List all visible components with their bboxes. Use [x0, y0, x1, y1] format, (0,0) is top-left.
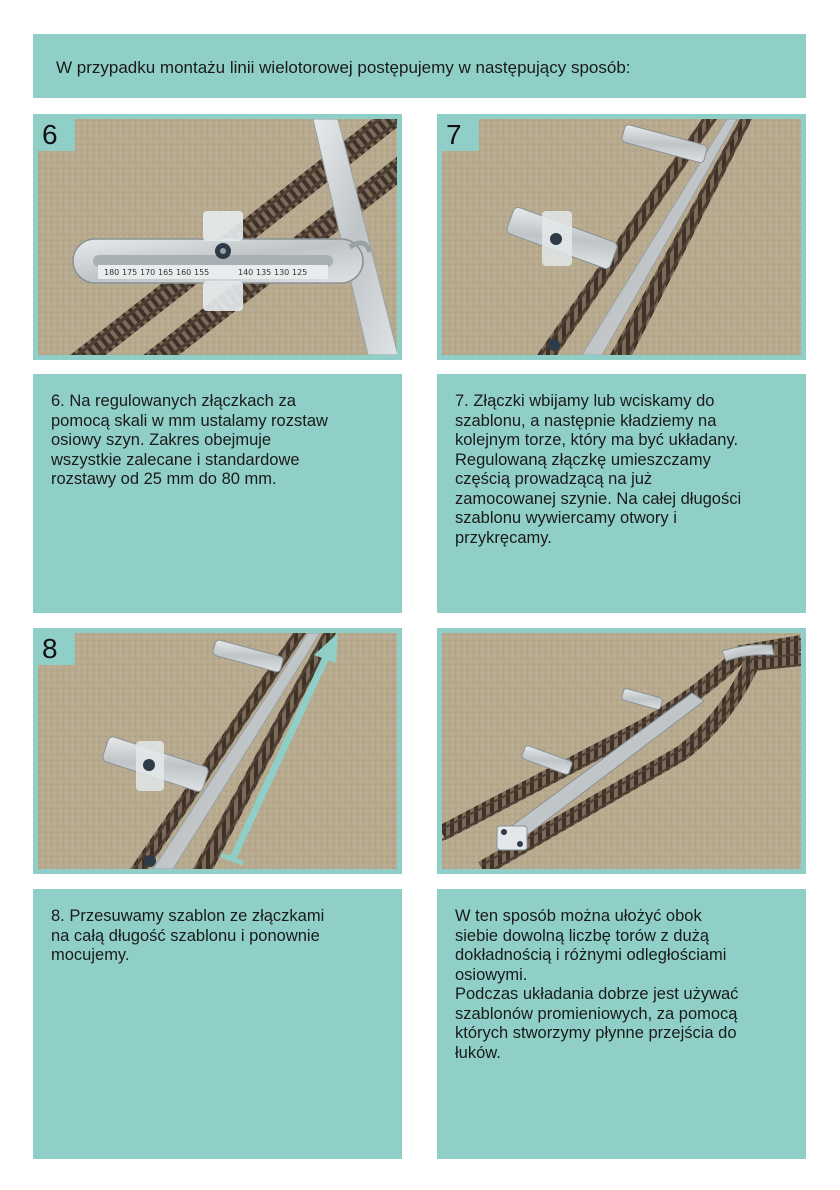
- step-8-caption: 8. Przesuwamy szablon ze złączkami na całą długość szablonu i ponownie mocujemy.: [51, 907, 325, 964]
- final-photo: [437, 628, 806, 874]
- final-caption: W ten sposób można ułożyć obok siebie dowolną liczbę torów z dużą dokładnością i różnymi odległościami osiowymi. Podczas układania dobrze jest używać szablonów promieniowych, za pomocą których stworzymy płynne przejścia do łuków.: [455, 907, 739, 1062]
- step-6-photo: [33, 114, 402, 360]
- step-6-caption: 6. Na regulowanych złączkach za pomocą skali w mm ustalamy rozstaw osiowy szyn. Zakres obejmuje wszystkie zalecane i standardowe rozstawy od 25 mm do 80 mm.: [51, 392, 328, 488]
- step-7-caption-box: [437, 374, 806, 613]
- step-7-caption: 7. Złączki wbijamy lub wciskamy do szablonu, a następnie kładziemy na kolejnym torze, który ma być układany. Regulowaną złączkę umieszczamy częścią prowadzącą na już zamocowanej szynie. Na całej długości szablonu wywiercamy otwory i przykręcamy.: [455, 392, 742, 547]
- scale-label: 155: [194, 268, 210, 277]
- step-number-8: 8: [38, 633, 75, 665]
- step-number-7: 7: [442, 119, 479, 151]
- intro-text: W przypadku montażu linii wielotorowej postępujemy w następujący sposób:: [56, 58, 631, 77]
- scale-label: 125: [292, 268, 308, 277]
- scale-label: 175: [122, 268, 138, 277]
- scale-label: 160: [176, 268, 192, 277]
- scale-label: 170: [140, 268, 156, 277]
- intro-header: [33, 34, 806, 98]
- scale-label: 165: [158, 268, 174, 277]
- scale-label: 180: [104, 268, 120, 277]
- step-8-image: [38, 633, 397, 869]
- final-image: [442, 633, 801, 869]
- step-8-caption-box: [33, 889, 402, 1159]
- step-7-photo: [437, 114, 806, 360]
- scale-label: 135: [256, 268, 272, 277]
- scale-label: 140: [238, 268, 254, 277]
- step-8-photo: [33, 628, 402, 874]
- final-caption-box: [437, 889, 806, 1159]
- scale-label: 130: [274, 268, 290, 277]
- step-6-image: [38, 119, 397, 355]
- step-6-caption-box: [33, 374, 402, 613]
- step-7-image: [442, 119, 801, 355]
- step-number-6: 6: [38, 119, 75, 151]
